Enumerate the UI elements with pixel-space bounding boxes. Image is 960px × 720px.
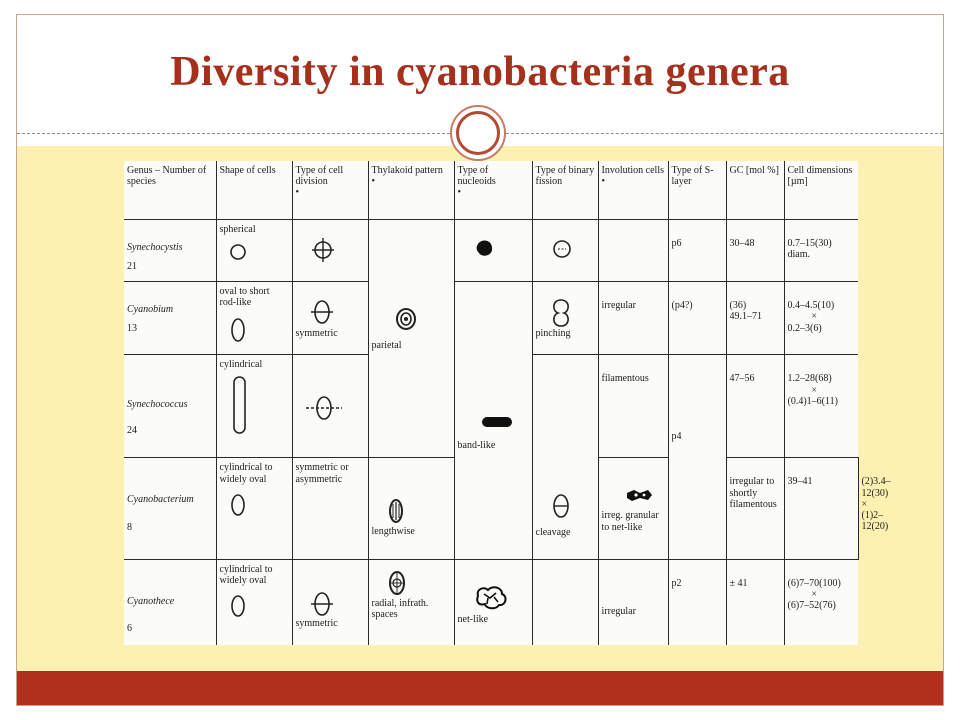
header-involution-mark: • — [601, 176, 606, 188]
gc-cell: ± 41 — [726, 559, 784, 645]
shape-cell: cylindrical — [216, 355, 292, 458]
shape-cell: spherical — [216, 220, 292, 282]
involution-cell: irregular to shortly filamentous — [726, 458, 784, 559]
header-involution: Involution cells • — [598, 161, 668, 220]
dims-cell: 1.2–28(68) × (0.4)1–6(11) — [784, 355, 858, 458]
ring-ornament-icon — [450, 105, 506, 161]
fission-cell — [532, 220, 598, 282]
lengthwise-thylakoid-icon — [386, 496, 406, 526]
division-cell: symmetric or asymmetric — [292, 458, 368, 559]
slayer-cell: (p4?) — [668, 282, 726, 355]
header-slayer: Type of S-layer — [668, 161, 726, 220]
header-dims: Cell dimensions [µm] — [784, 161, 858, 220]
fission-cleavage-cell: cleavage — [532, 355, 598, 559]
symmetric-division-icon — [310, 298, 334, 328]
oval-cell-icon — [228, 315, 248, 345]
slayer-p4-cell: p4 — [668, 355, 726, 559]
wide-oval-cell-icon — [228, 592, 248, 622]
nucleoid-cell — [454, 220, 532, 282]
granular-nucleoid-icon — [624, 488, 654, 504]
involution-cell: filamentous — [598, 355, 668, 458]
involution-cell: irregular — [598, 559, 668, 645]
fission-circle-icon — [550, 236, 574, 266]
header-division: Type of cell division • — [292, 161, 368, 220]
thylakoid-parietal-cell: parietal — [368, 220, 454, 458]
involution-cell: irregular — [598, 282, 668, 355]
genus-cell: Synechocystis 21 — [124, 220, 216, 282]
dashed-division-icon — [304, 393, 344, 423]
dims-cell: (6)7–70(100) × (6)7–52(76) — [784, 559, 858, 645]
thylakoid-cell: radial, infrath. spaces — [368, 559, 454, 645]
cleavage-fission-icon — [550, 491, 572, 521]
nucleoid-cell: irreg. granular to net-like — [598, 458, 668, 559]
table-row — [124, 220, 858, 282]
header-genus: Genus – Number of species — [124, 161, 216, 220]
gc-cell: 47–56 — [726, 355, 784, 458]
gc-cell: 39–41 — [784, 458, 858, 559]
division-cell: symmetric — [292, 559, 368, 645]
genus-cell: Cyanobacterium 8 — [124, 458, 216, 559]
pinching-fission-icon — [550, 298, 572, 328]
involution-cell — [598, 220, 668, 282]
slayer-cell: p2 — [668, 559, 726, 645]
header-shape: Shape of cells — [216, 161, 292, 220]
gc-cell: (36) 49.1–71 — [726, 282, 784, 355]
table-header-row — [124, 161, 858, 220]
nucleoid-band-cell: band-like — [454, 282, 532, 560]
header-nucleoids-mark: • — [457, 187, 462, 199]
cylinder-cell-icon — [230, 375, 250, 435]
footer-band — [17, 671, 943, 705]
parietal-thylakoid-icon — [392, 304, 422, 334]
wide-oval-cell-icon — [228, 491, 248, 521]
header-thylakoid: Thylakoid pattern • — [368, 161, 454, 220]
header-division-mark: • — [295, 187, 300, 199]
division-cell — [292, 355, 368, 458]
round-nucleoid-icon — [472, 236, 498, 266]
title-divider-right — [506, 133, 943, 134]
header-thylakoid-mark: • — [371, 176, 376, 188]
table-row — [124, 282, 858, 355]
shape-cell: cylindrical to widely oval — [216, 458, 292, 559]
slayer-cell: p6 — [668, 220, 726, 282]
division-cell — [292, 220, 368, 282]
nucleoid-cell: net-like — [454, 559, 532, 645]
net-nucleoid-icon — [474, 584, 510, 610]
crosshair-division-icon — [310, 236, 336, 266]
shape-cell: oval to short rod-like — [216, 282, 292, 355]
genus-cell: Cyanobium 13 — [124, 282, 216, 355]
symmetric-division-icon — [310, 590, 334, 618]
header-fission: Type of binary fission — [532, 161, 598, 220]
table-row — [124, 559, 858, 645]
fission-cell: pinching — [532, 282, 598, 355]
genus-cell: Cyanothece 6 — [124, 559, 216, 645]
sphere-cell-icon — [228, 241, 248, 271]
genus-cell: Synechococcus 24 — [124, 355, 216, 458]
dims-cell: 0.7–15(30) diam. — [784, 220, 858, 282]
table-row: Cyanobacterium 8 cylindrical to widely oval symmetric or asymmetric lengthwise irreg. granular to net-like irregular to shortly filamentous 39–41 × — [124, 458, 858, 559]
header-gc: GC [mol %] — [726, 161, 784, 220]
cyanobacteria-table — [124, 161, 868, 645]
band-nucleoid-icon — [480, 414, 514, 430]
fission-cell — [532, 559, 598, 645]
header-nucleoids: Type of nucleoids • — [454, 161, 532, 220]
thylakoid-cell: lengthwise — [368, 458, 454, 559]
radial-thylakoid-icon — [386, 568, 408, 598]
dims-cell: 0.4–4.5(10) × 0.2–3(6) — [784, 282, 858, 355]
title-divider-left — [17, 133, 450, 134]
slide-title: Diversity in cyanobacteria genera — [170, 49, 790, 95]
division-cell: symmetric — [292, 282, 368, 355]
gc-cell: 30–48 — [726, 220, 784, 282]
shape-cell: cylindrical to widely oval — [216, 559, 292, 645]
